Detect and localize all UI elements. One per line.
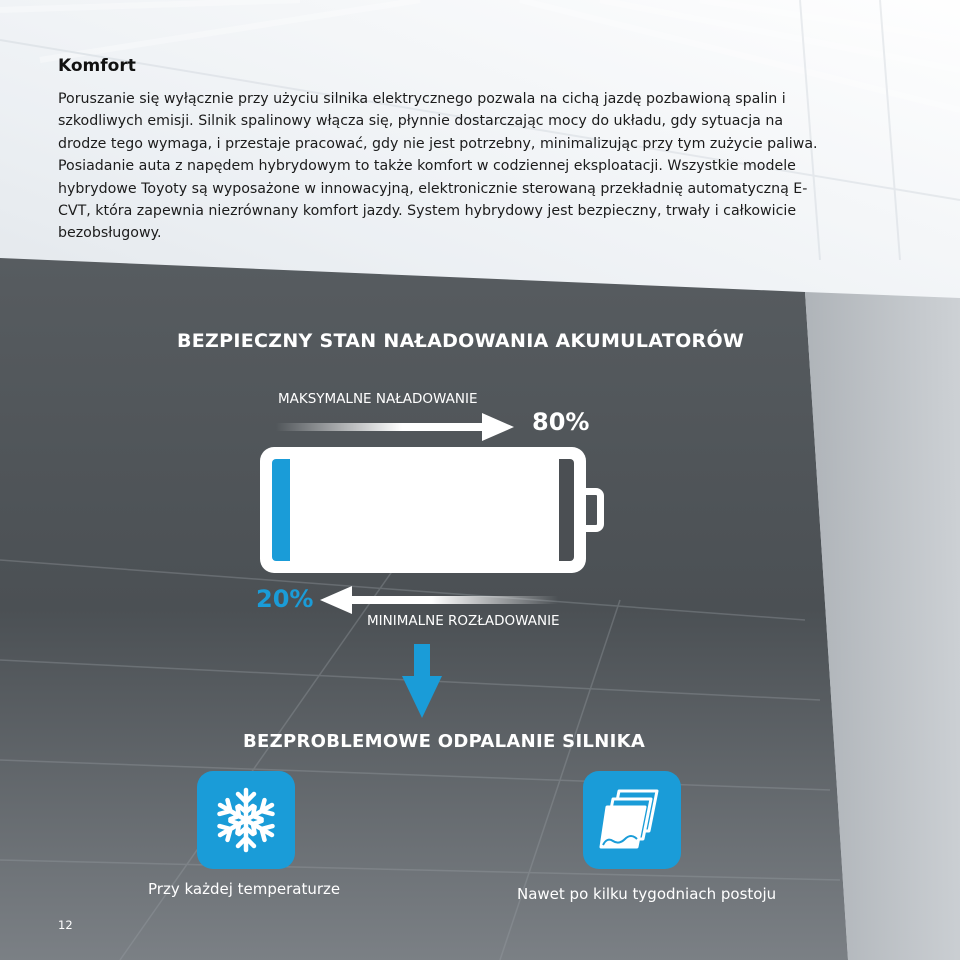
page-number: 12 (58, 918, 73, 932)
intro-paragraph: Poruszanie się wyłącznie przy użyciu silnika elektrycznego pozwala na cichą jazdę pozbawioną spalin i szkodliwych emisji. Silnik spalinowy włącza się, płynnie dostarczając mocy do układu, gdy sytuacja na drodze tego wymaga, i przestaje pracować, gdy nie jest potrzebny, minimalizując przy tym zużycie paliwa. Posiadanie auta z napędem hybrydowym to także komfort w codziennej eksploatacji. Wszystkie modele hybrydowe Toyoty są wyposażone w innowacyjną, elektronicznie sterowaną przekładnię automatyczną E-CVT, która zapewnia niezrównany komfort jazdy. System hybrydowy jest bezpieczny, trwały i całkowicie bezobsługowy. (58, 91, 818, 242)
min-charge-value: 20% (256, 585, 314, 613)
arrow-right-icon (276, 413, 514, 441)
arrow-down-icon (402, 644, 442, 718)
battery-min-level (272, 459, 290, 561)
cold-start-tile (197, 771, 295, 869)
calendar-icon (599, 787, 665, 853)
engine-start-heading: BEZPROBLEMOWE ODPALANIE SILNIKA (243, 731, 646, 752)
battery-reserve-level (559, 459, 574, 561)
battery-terminal (574, 488, 604, 532)
max-charge-label: MAKSYMALNE NAŁADOWANIE (278, 391, 478, 407)
battery-body (272, 459, 574, 561)
idle-start-caption: Nawet po kilku tygodniach postoju (517, 885, 777, 903)
max-charge-value: 80% (532, 408, 590, 436)
idle-start-tile (583, 771, 681, 869)
min-discharge-label: MINIMALNE ROZŁADOWANIE (367, 613, 560, 629)
snowflake-icon (211, 785, 281, 855)
arrow-left-icon (320, 586, 558, 614)
section-title: Komfort (58, 56, 136, 76)
battery-heading: BEZPIECZNY STAN NAŁADOWANIA AKUMULATORÓW (177, 330, 745, 352)
cold-start-caption: Przy każdej temperaturze (148, 880, 341, 898)
battery-graphic (260, 447, 586, 573)
